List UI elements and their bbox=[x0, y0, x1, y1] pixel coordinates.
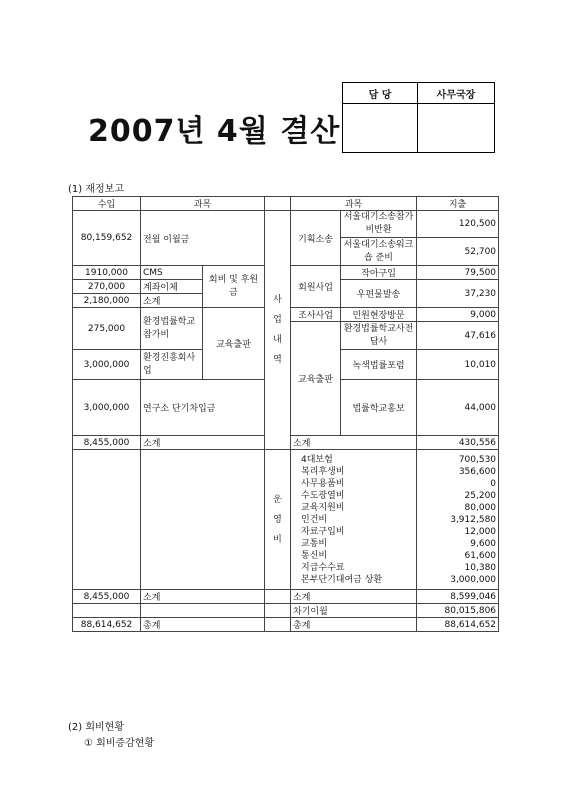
business-subtotal-label: 소계 bbox=[291, 436, 417, 450]
operation-item-list bbox=[291, 450, 417, 590]
survey-item-amount: 9,000 bbox=[417, 308, 499, 322]
operation-subtotal-label: 소계 bbox=[291, 590, 417, 604]
operation-item-amount: 9,600 bbox=[470, 538, 497, 549]
law-amount: 275,000 bbox=[73, 308, 141, 350]
operation-item-amount: 10,380 bbox=[464, 562, 497, 573]
business-subtotal-amount: 430,556 bbox=[417, 436, 499, 450]
promo-label: 환경진흥회사업 bbox=[141, 350, 203, 380]
member-item-2-amount: 37,230 bbox=[417, 280, 499, 308]
fee-subtotal-label: 소계 bbox=[141, 294, 203, 308]
carryforward-blank-2 bbox=[141, 604, 265, 618]
approval-header-director: 사무국장 bbox=[418, 83, 495, 104]
total-income-amount: 88,614,652 bbox=[73, 618, 141, 632]
edu-item-1-label: 환경법률학교사전답사 bbox=[341, 322, 417, 350]
carryover-amount: 80,159,652 bbox=[73, 211, 141, 266]
member-group: 회원사업 bbox=[291, 266, 341, 308]
operation-subtotal-blank bbox=[265, 590, 291, 604]
operation-subtotal-amount: 8,599,046 bbox=[417, 590, 499, 604]
operation-left-subtotal-amount: 8,455,000 bbox=[73, 590, 141, 604]
carryover-label: 전월 이월금 bbox=[141, 211, 265, 266]
section-financial-report: (1) 재정보고 bbox=[68, 184, 124, 195]
edu-item-1-amount: 47,616 bbox=[417, 322, 499, 350]
operation-subject-blank bbox=[141, 450, 265, 590]
carryforward-label: 차기이월 bbox=[291, 604, 417, 618]
section-membership-fee-sub: ① 회비증감현황 bbox=[84, 738, 155, 749]
operation-item-label: 사무용품비 bbox=[301, 478, 345, 489]
total-blank bbox=[265, 618, 291, 632]
operation-item-amount: 12,000 bbox=[464, 526, 497, 537]
income-subtotal-amount: 8,455,000 bbox=[73, 436, 141, 450]
promo-amount: 3,000,000 bbox=[73, 350, 141, 380]
operation-item-amount: 356,600 bbox=[458, 466, 497, 477]
member-item-2-label: 우편물발송 bbox=[341, 280, 417, 308]
operation-amount-list bbox=[417, 450, 499, 590]
operation-item-amount: 0 bbox=[490, 478, 497, 489]
operation-item-label: 인건비 bbox=[301, 514, 328, 525]
header-expense: 지출 bbox=[417, 197, 499, 211]
survey-item-label: 민원현장방문 bbox=[341, 308, 417, 322]
total-income-label: 총계 bbox=[141, 618, 265, 632]
operation-item-amount: 3,000,000 bbox=[450, 574, 497, 585]
operation-item-amount: 700,530 bbox=[458, 454, 497, 465]
operation-vertical-label: 운 영 비 bbox=[265, 450, 291, 590]
carryforward-amount: 80,015,806 bbox=[417, 604, 499, 618]
planning-group: 기획소송 bbox=[291, 211, 341, 266]
header-subject: 과목 bbox=[141, 197, 265, 211]
operation-item-amount: 25,200 bbox=[464, 490, 497, 501]
total-label: 총계 bbox=[291, 618, 417, 632]
total-amount: 88,614,652 bbox=[417, 618, 499, 632]
fee-group: 회비 및 후원금 bbox=[203, 266, 265, 308]
planning-item-1-amount: 120,500 bbox=[417, 211, 499, 238]
operation-item-label: 교육지원비 bbox=[301, 502, 345, 513]
operation-item-amount: 61,600 bbox=[464, 550, 497, 561]
header-subject-2: 과목 bbox=[291, 197, 417, 211]
business-vertical-label: 사 업 내 역 bbox=[265, 211, 291, 450]
carryforward-blank-3 bbox=[265, 604, 291, 618]
planning-item-2-label: 서울대기소송워크숍 준비 bbox=[341, 238, 417, 266]
fee-subtotal-amount: 2,180,000 bbox=[73, 294, 141, 308]
loan-label: 연구소 단기차입금 bbox=[141, 380, 265, 436]
edu-group: 교육출판 bbox=[291, 322, 341, 436]
cms-label: CMS bbox=[141, 266, 203, 280]
law-label: 환경법률학교참가비 bbox=[141, 308, 203, 350]
planning-item-1-label: 서울대기소송참가비반환 bbox=[341, 211, 417, 238]
edu-income-group: 교육출판 bbox=[203, 308, 265, 380]
approval-header-manager: 담 당 bbox=[343, 83, 418, 104]
operation-item-amount: 3,912,580 bbox=[450, 514, 497, 525]
approval-sign-manager bbox=[343, 104, 418, 153]
page-title: 2007년 4월 결산 bbox=[88, 114, 341, 149]
member-item-1-label: 작아구입 bbox=[341, 266, 417, 280]
header-income: 수입 bbox=[73, 197, 141, 211]
operation-item-label: 4대보험 bbox=[301, 454, 333, 465]
approval-box bbox=[342, 82, 495, 153]
cms-amount: 1910,000 bbox=[73, 266, 141, 280]
operation-item-label: 수도광열비 bbox=[301, 490, 345, 501]
operation-item-label: 교통비 bbox=[301, 538, 328, 549]
operation-item-label: 복리후생비 bbox=[301, 466, 345, 477]
section-membership-fee: (2) 회비현황 bbox=[68, 722, 124, 733]
approval-sign-director bbox=[418, 104, 495, 153]
operation-item-label: 통신비 bbox=[301, 550, 328, 561]
edu-item-3-label: 법률학교홍보 bbox=[341, 380, 417, 436]
operation-item-label: 본부단기대여금 상환 bbox=[301, 574, 383, 585]
edu-item-2-label: 녹색법률포럼 bbox=[341, 350, 417, 380]
edu-item-3-amount: 44,000 bbox=[417, 380, 499, 436]
income-subtotal-label: 소계 bbox=[141, 436, 265, 450]
operation-left-subtotal-label: 소계 bbox=[141, 590, 265, 604]
operation-item-amount: 80,000 bbox=[464, 502, 497, 513]
planning-item-2-amount: 52,700 bbox=[417, 238, 499, 266]
operation-income-blank bbox=[73, 450, 141, 590]
member-item-1-amount: 79,500 bbox=[417, 266, 499, 280]
loan-amount: 3,000,000 bbox=[73, 380, 141, 436]
transfer-amount: 270,000 bbox=[73, 280, 141, 294]
header-blank bbox=[265, 197, 291, 211]
operation-item-label: 지급수수료 bbox=[301, 562, 345, 573]
edu-item-2-amount: 10,010 bbox=[417, 350, 499, 380]
operation-item-label: 자료구입비 bbox=[301, 526, 345, 537]
financial-table bbox=[72, 196, 499, 632]
transfer-label: 계좌이체 bbox=[141, 280, 203, 294]
survey-group: 조사사업 bbox=[291, 308, 341, 322]
carryforward-blank-1 bbox=[73, 604, 141, 618]
